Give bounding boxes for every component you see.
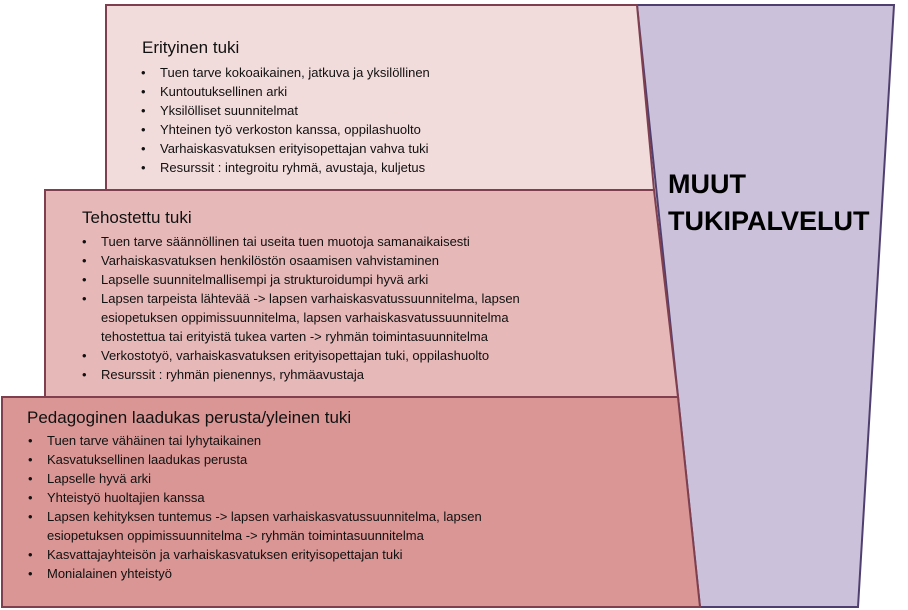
list-item: • Kuntoutuksellinen arki — [141, 82, 631, 101]
tehostettu-tuki-list — [82, 232, 642, 384]
list-item: • Resurssit : integroitu ryhmä, avustaja, kuljetus — [141, 158, 631, 177]
list-item: • Lapsen tarpeista lähtevää -> lapsen varhaiskasvatussuunnitelma, lapsen esiopetuksen oppimissuunnitelma, lapsen varhaiskasvatussuunnitelma tehostettua tai erityistä tukea varten -> ryhmän toimintasuunnitelma — [82, 289, 571, 346]
list-item: • Resurssit : ryhmän pienennys, ryhmäavustaja — [82, 365, 642, 384]
erityinen-tuki-list — [141, 63, 631, 177]
muut-line-2: TUKIPALVELUT — [668, 206, 870, 236]
list-item: • Monialainen yhteistyö — [28, 564, 548, 583]
list-item: • Lapselle suunnitelmallisempi ja strukturoidumpi hyvä arki — [82, 270, 642, 289]
list-item: • Varhaiskasvatuksen erityisopettajan vahva tuki — [141, 139, 631, 158]
erityinen-tuki-title: Erityinen tuki — [142, 38, 240, 57]
list-item: • Kasvatuksellinen laadukas perusta — [28, 450, 548, 469]
list-item: • Tuen tarve säännöllinen tai useita tuen muotoja samanaikaisesti — [82, 232, 642, 251]
yleinen-tuki-title: Pedagoginen laadukas perusta/yleinen tuki — [27, 408, 352, 427]
muut-line-1: MUUT — [668, 169, 746, 199]
list-item: • Lapselle hyvä arki — [28, 469, 548, 488]
list-item: • Yksilölliset suunnitelmat — [141, 101, 631, 120]
list-item: • Yhteinen työ verkoston kanssa, oppilashuolto — [141, 120, 631, 139]
list-item: • Kasvattajayhteisön ja varhaiskasvatuksen erityisopettajan tuki — [28, 545, 548, 564]
list-item: • Tuen tarve vähäinen tai lyhytaikainen — [28, 431, 548, 450]
list-item: • Varhaiskasvatuksen henkilöstön osaamisen vahvistaminen — [82, 251, 642, 270]
list-item: • Yhteistyö huoltajien kanssa — [28, 488, 548, 507]
yleinen-tuki-list — [28, 431, 548, 583]
list-item: • Tuen tarve kokoaikainen, jatkuva ja yksilöllinen — [141, 63, 631, 82]
tehostettu-tuki-title: Tehostettu tuki — [82, 208, 192, 227]
muut-tukipalvelut-label — [668, 166, 870, 240]
list-item: • Verkostotyö, varhaiskasvatuksen erityisopettajan tuki, oppilashuolto — [82, 346, 642, 365]
list-item: • Lapsen kehityksen tuntemus -> lapsen varhaiskasvatussuunnitelma, lapsen esiopetuksen oppimissuunnitelma -> ryhmän toimintasuunnitelma — [28, 507, 517, 545]
